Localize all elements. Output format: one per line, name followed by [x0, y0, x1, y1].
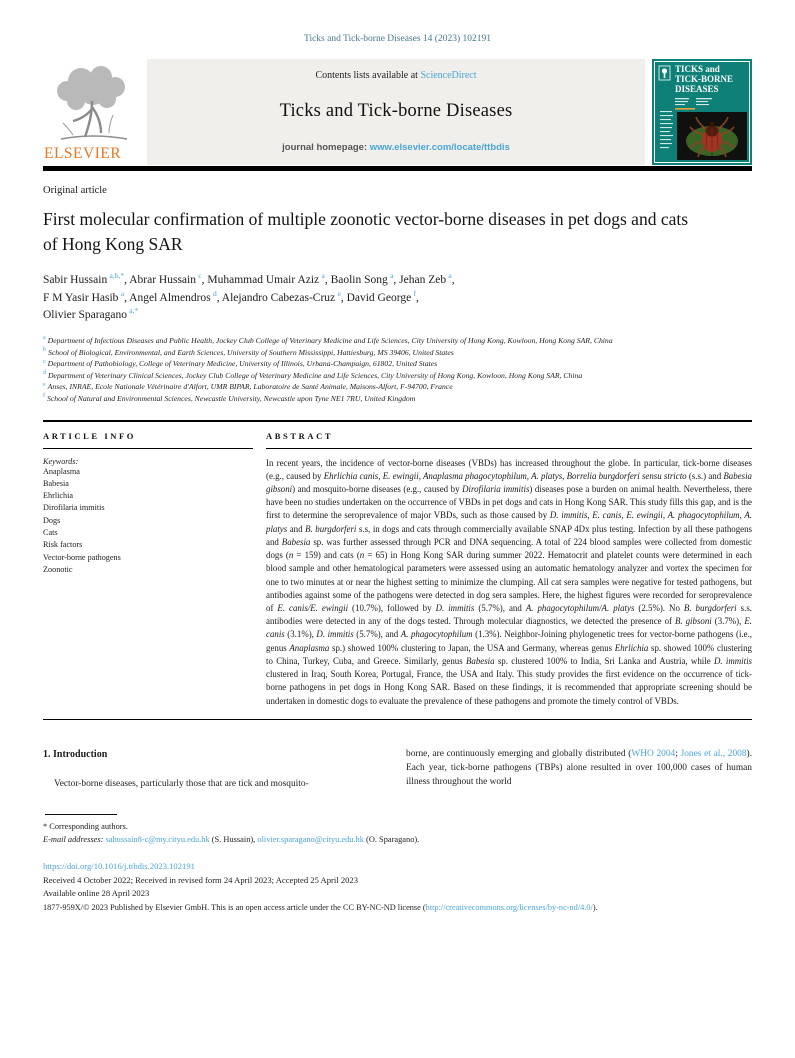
contents-prefix: Contents lists available at	[315, 70, 421, 81]
affiliation-text: Anses, INRAE, Ecole Nationale Vétérinaire d'Alfort, UMR BIPAR, Laboratoire de Santé Animale, Maisons-Alfort, F-94700, France	[47, 382, 453, 392]
affiliation-superscript: a	[43, 335, 46, 342]
keyword: Dogs	[43, 515, 61, 525]
affiliation-superscript: b	[43, 346, 46, 353]
keyword: Anaplasma	[43, 466, 80, 476]
footnote-block	[43, 814, 752, 846]
journal-cover-thumbnail[interactable]	[652, 59, 752, 165]
affiliation-superscript: e	[43, 381, 46, 388]
citation-link-who-2004[interactable]: WHO 2004	[631, 748, 676, 759]
affiliation-text: Department of Infectious Diseases and Public Health, Jockey Club College of Veterinary Medicine and Life Sciences, City University of Hong Kong, Kowloon, Hong Kong SAR, China	[47, 336, 613, 345]
keywords-list	[43, 466, 253, 577]
email-link-hussain[interactable]: sahussain8-c@my.cityu.edu.hk	[105, 834, 210, 844]
info-abstract-section	[43, 422, 752, 708]
keywords-label: Keywords:	[43, 456, 79, 466]
elsevier-logo[interactable]	[43, 59, 147, 165]
affiliation-superscript: f	[43, 393, 45, 400]
keyword: Babesia	[43, 478, 69, 488]
keyword: Vector-borne pathogens	[43, 552, 121, 562]
affiliation-item	[43, 370, 752, 382]
abstract-heading-rule	[266, 448, 752, 449]
keyword: Risk factors	[43, 540, 83, 550]
svg-text:TICK-BORNE: TICK-BORNE	[675, 74, 734, 84]
affiliation-text: Department of Pathobiology, College of Veterinary Medicine, University of Illinois, Urbana-Champaign, 61802, United States	[47, 359, 438, 369]
article-info-column	[43, 431, 253, 708]
article-footer	[43, 860, 752, 915]
abstract-bottom-rule	[43, 719, 752, 720]
masthead-citation	[43, 0, 752, 44]
svg-text:DISEASES: DISEASES	[675, 84, 719, 94]
email-addresses-note: E-mail addresses: sahussain8-c@my.cityu.edu.hk (S. Hussain), olivier.sparagano@cityu.edu.hk (O. Sparagano).	[43, 834, 420, 844]
affiliation-superscript: c	[43, 358, 46, 365]
intro-left-text: Vector-borne diseases, particularly those that are tick and mosquito-	[54, 778, 309, 789]
doi-link[interactable]: https://doi.org/10.1016/j.ttbdis.2023.102191	[43, 860, 195, 871]
journal-masthead-box	[147, 59, 645, 165]
journal-homepage-link[interactable]: www.elsevier.com/locate/ttbdis	[369, 142, 510, 153]
homepage-prefix: journal homepage:	[282, 142, 370, 153]
affiliation-text: Department of Veterinary Clinical Sciences, Jockey Club College of Veterinary Medicine and Life Sciences, City University of Hong Kong, Kowloon, Hong Kong SAR, China	[48, 370, 583, 380]
journal-header	[43, 59, 752, 165]
journal-title: Ticks and Tick-borne Diseases	[279, 101, 513, 121]
homepage-line	[153, 142, 639, 153]
affiliation-item	[43, 393, 752, 405]
affiliations-list	[43, 335, 752, 404]
abstract-text: In recent years, the incidence of vector-borne diseases (VBDs) has increased throughout the globe. In particular, tick-borne diseases (e.g., caused by Ehrlichia canis, E. ewingii, Anaplasma phagocytophilum, A. platys, Borrelia burgdorferi sensu stricto (s.s.) and Babesia gibsoni) and mosquito-borne diseases (e.g., caused by Dirofilaria immitis) diseases pose a burden on animal health. Nevertheless, there have been no studies undertaken on the occurrence of VBDs in pet dogs and cats in Hong Kong SAR. This study fills this gap, and is the first to determine the seroprevalence of major VBDs, such as those caused by D. immitis, E. canis, E. ewingii, A. phagocytophilum, A. platys and B. burgdorferi s.s, in dogs and cats through commercially available SNAP 4Dx plus testing. Infection by all these pathogens and Babesia sp. was further assessed through PCR and DNA sequencing. A total of 224 blood samples were collected from domestic dogs (n = 159) and cats (n = 65) in Hong Kong SAR during summer 2022. Hematocrit and platelet counts were determined in each blood sample and other hematological parameters were assessed using an automatic hematology analyzer and vortex the specimen for one to two minutes at or near the highest setting to minimize the clumping. All cat sera samples were negative for tested pathogens, but antibodies against some of the pathogens were detected in dog sera samples. Here, the highest figures were recorded for seroprevalence of E. canis/E. ewingii (10.7%), followed by D. immitis (5.7%), and A. phagocytophilum/A. platys (2.5%). No B. burgdorferi s.s. antibodies were detected in any of the dogs tested. Through molecular diagnostics, we detected the presence of B. gibsoni (3.7%), E. canis (3.1%), D. immitis (5.7%), and A. phagocytophilum (1.3%). Neighbor-Joining phylogenetic trees for vector-borne pathogens (i.e., genus Anaplasma sp.) showed 100% clustering to Japan, the USA and Germany, whereas genus Ehrlichia sp. showed 100% clustering to China, Turkey, Cuba, and Greece. Similarly, genus Babesia sp. clustered 100% to India, Sri Lanka and Austria, while D. immitis clustered in Iraq, South Korea, Portugal, France, the USA and Italy. This study provides the first evidence on the occurrence of tick-borne pathogens in pet dogs in Hong Kong SAR. Based on these findings, it is recommended that appropriate screening should be undertaken in domestic dogs to evaluate the prevalence of these pathogens and promote the timely control of VBDs.	[266, 457, 753, 706]
affiliation-superscript: d	[43, 370, 46, 377]
license-link[interactable]: http://creativecommons.org/licenses/by-nc-nd/4.0/	[425, 903, 593, 913]
abstract-heading: ABSTRACT	[266, 430, 334, 441]
article-title: First molecular confirmation of multiple zoonotic vector-borne diseases in pet dogs and cats of Hong Kong SAR	[43, 208, 689, 254]
keyword: Cats	[43, 528, 58, 538]
author-list: Sabir Hussain $^{a,b,*}$, Abrar Hussain $^c$, Muhammad Umair Aziz $^a$, Baolin Song $^a$, Jehan Zeb $^a$, F M Yasir Hasib $^a$, Angel Almendros $^d$, Alejandro Cabezas-Cruz $^e$, David George $^f$, Olivier Sparagano $^{a,*}$	[43, 271, 455, 321]
keyword: Zoonotic	[43, 564, 73, 574]
header-divider-rule	[43, 166, 752, 171]
article-info-heading-rule	[43, 448, 253, 449]
svg-text:TICKS and: TICKS and	[675, 64, 720, 74]
affiliation-item	[43, 358, 752, 370]
affiliation-item	[43, 381, 752, 393]
introduction-heading: 1. Introduction	[43, 748, 108, 760]
keyword: Dirofilaria immitis	[43, 503, 105, 513]
masthead-citation-link[interactable]: Ticks and Tick-borne Diseases 14 (2023) 102191	[303, 34, 491, 44]
affiliation-text: School of Natural and Environmental Sciences, Newcastle University, Newcastle upon Tyne NE1 7RU, United Kingdom	[47, 393, 416, 403]
intro-left-column	[43, 747, 389, 791]
corresponding-authors-note: * Corresponding authors.	[43, 821, 128, 831]
received-dates: Received 4 October 2022; Received in revised form 24 April 2023; Accepted 25 April 2023	[43, 874, 359, 885]
copyright-license-line: 1877-959X/© 2023 Published by Elsevier GmbH. This is an open access article under the CC BY-NC-ND license (http://creativecommons.org/licenses/by-nc-nd/4.0/).	[43, 903, 598, 913]
available-online-date: Available online 28 April 2023	[43, 888, 150, 899]
affiliation-item	[43, 347, 752, 359]
citation-link-jones-2008[interactable]: Jones et al., 2008	[680, 748, 747, 759]
affiliation-text: School of Biological, Environmental, and Earth Sciences, University of Southern Mississippi, Hattiesburg, MS 39406, United States	[48, 347, 454, 357]
affiliation-item	[43, 335, 752, 347]
abstract-column	[266, 431, 752, 708]
article-info-heading: ARTICLE INFO	[43, 430, 137, 441]
elsevier-wordmark: ELSEVIER	[44, 145, 122, 162]
keyword: Ehrlichia	[43, 491, 74, 501]
journal-cover-image-icon	[652, 59, 752, 165]
introduction-section	[43, 747, 752, 791]
intro-right-column: borne, are continuously emerging and globally distributed (WHO 2004; Jones et al., 2008). Each year, tick-borne pathogens (TBPs) alone resulted in over 100,000 cases of human illness throughout the world	[406, 748, 753, 787]
email-link-sparagano[interactable]: olivier.sparagano@cityu.edu.hk	[257, 834, 364, 844]
sciencedirect-link[interactable]: ScienceDirect	[420, 70, 477, 81]
footnote-rule	[45, 814, 117, 815]
contents-line	[153, 70, 639, 81]
article-type-label: Original article	[43, 184, 107, 196]
elsevier-tree-icon	[43, 63, 143, 149]
